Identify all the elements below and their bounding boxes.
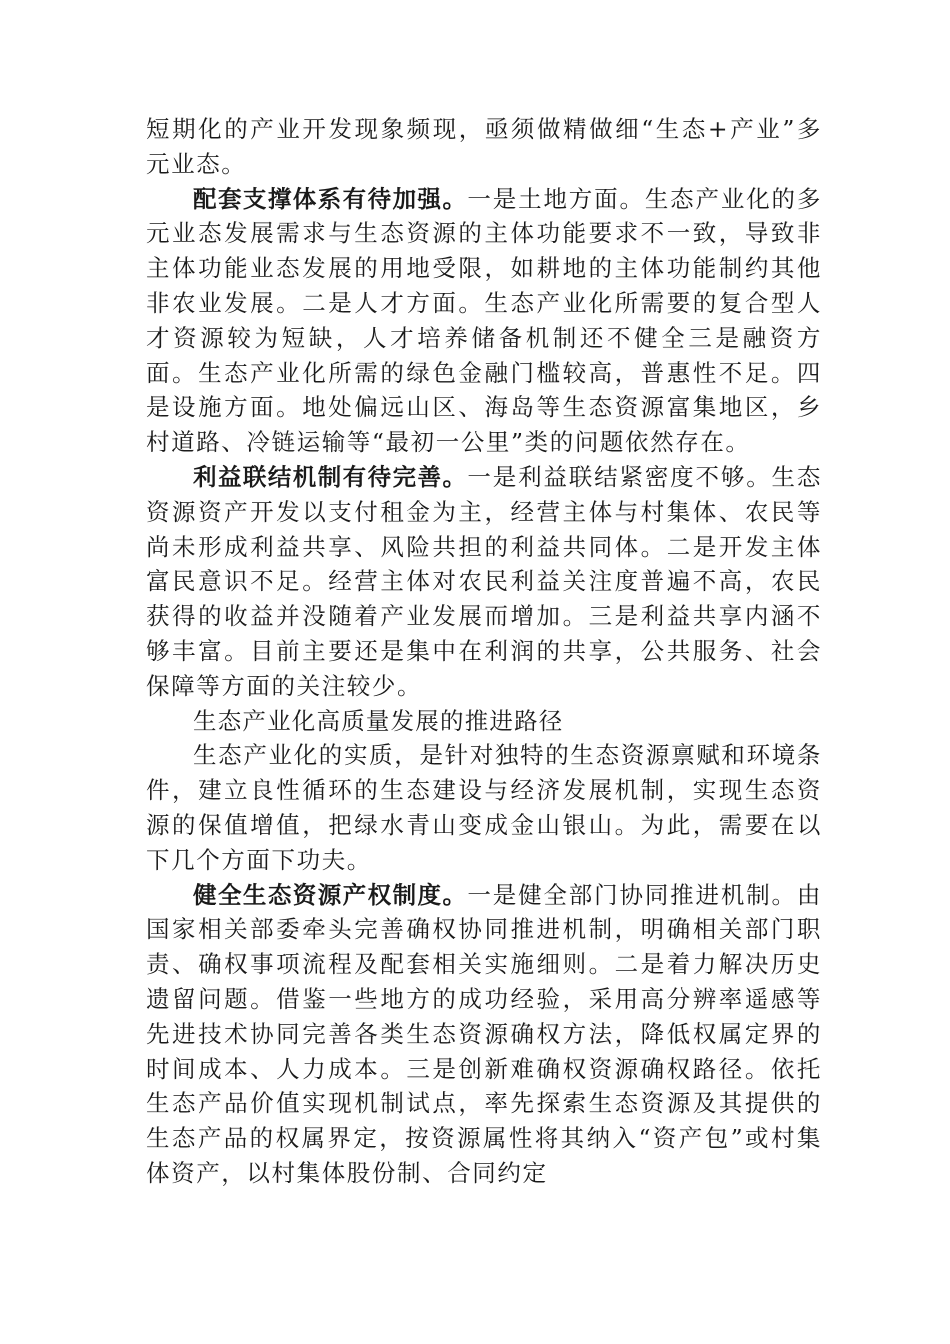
paragraph-text: 生态产业化的实质，是针对独特的生态资源禀赋和环境条件，建立良性循环的生态建设与经济发展机制，实现生态资源的保值增值，把绿水青山变成金山银山。为此，需要在以下几个方面下功夫。 [146, 741, 822, 874]
paragraph-property-rights [146, 878, 822, 1191]
paragraph-essence [146, 738, 822, 877]
paragraph-support-system [146, 182, 822, 460]
section-heading: 生态产业化高质量发展的推进路径 [193, 706, 564, 735]
paragraph-benefit-linkage [146, 460, 822, 704]
paragraph-lead-heading: 配套支撑体系有待加强。 [193, 184, 468, 213]
paragraph-text: 一是利益联结紧密度不够。生态资源资产开发以支付租金为主，经营主体与村集体、农民等尚未形成利益共享、风险共担的利益共同体。二是开发主体富民意识不足。经营主体对农民利益关注度普遍不高，农民获得的收益并没随着产业发展而增加。三是利益共享内涵不够丰富。目前主要还是集中在利润的共享，公共服务、社会保障等方面的关注较少。 [146, 462, 822, 700]
paragraph-lead-heading: 利益联结机制有待完善。 [193, 462, 468, 491]
paragraph-lead-heading: 健全生态资源产权制度。 [193, 880, 468, 909]
paragraph-text: 短期化的产业开发现象频现，亟须做精做细“生态+产业”多元业态。 [146, 115, 822, 178]
paragraph-continuation [146, 112, 822, 182]
paragraph-text: 一是土地方面。生态产业化的多元业态发展需求与生态资源的主体功能要求不一致，导致非主体功能业态发展的用地受限，如耕地的主体功能制约其他非农业发展。二是人才方面。生态产业化所需要的复合型人才资源较为短缺，人才培养储备机制还不健全三是融资方面。生态产业化所需的绿色金融门槛较高，普惠性不足。四是设施方面。地处偏远山区、海岛等生态资源富集地区，乡村道路、冷链运输等“最初一公里”类的问题依然存在。 [146, 184, 822, 457]
document-page [146, 112, 822, 1191]
paragraph-text: 一是健全部门协同推进机制。由国家相关部委牵头完善确权协同推进机制，明确相关部门职责、确权事项流程及配套相关实施细则。二是着力解决历史遗留问题。借鉴一些地方的成功经验，采用高分辨率遥感等先进技术协同完善各类生态资源确权方法，降低权属定界的时间成本、人力成本。三是创新难确权资源确权路径。依托生态产品价值实现机制试点，率先探索生态资源及其提供的生态产品的权属界定，按资源属性将其纳入“资产包”或村集体资产，以村集体股份制、合同约定 [146, 880, 822, 1187]
